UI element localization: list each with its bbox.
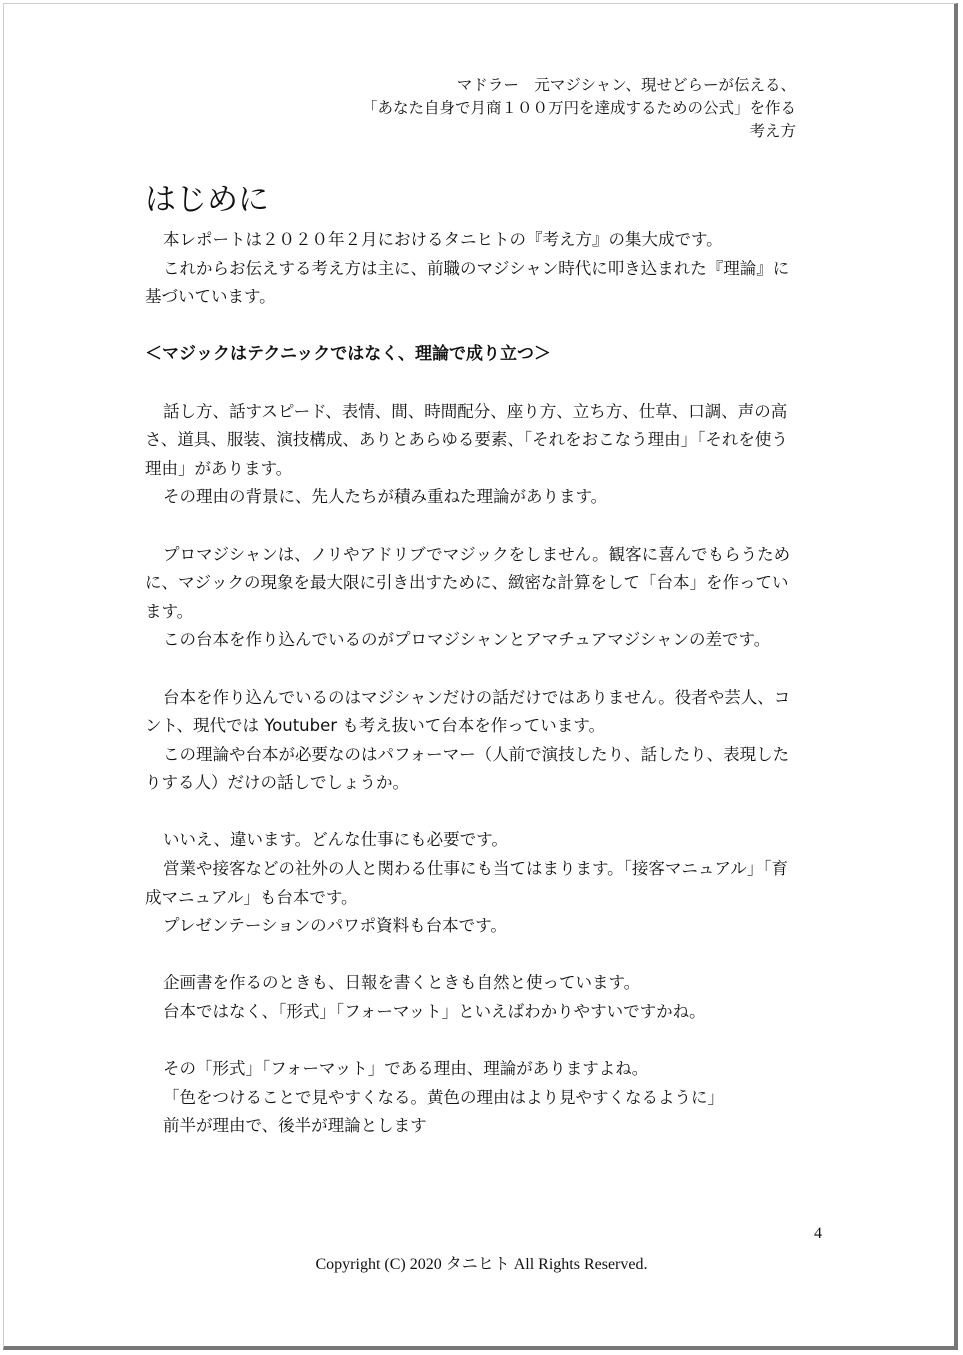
section-heading: ＜マジックはテクニックではなく、理論で成り立つ＞	[145, 344, 551, 365]
text-line: 「色をつけることで見やすくなる。黄色の理由はより見やすくなるように」	[163, 1087, 724, 1107]
text-line: その「形式」「フォーマット」である理由、理論がありますよね。	[163, 1059, 649, 1079]
text-line: 企画書を作るのときも、日報を書くときも自然と使っています。	[163, 973, 641, 993]
text-line: これからお伝えする考え方は主に、前職のマジシャン時代に叩き込まれた『理論』に	[163, 258, 790, 278]
text-line: 台本を作り込んでいるのはマジシャンだけの話だけではありません。役者や芸人、コ	[163, 687, 791, 707]
document-body	[145, 226, 835, 1141]
text-line: 台本ではなく、「形式」「フォーマット」といえばわかりやすいですかね。	[163, 1002, 706, 1022]
text-line: この台本を作り込んでいるのがプロマジシャンとアマチュアマジシャンの差です。	[163, 630, 771, 650]
report-subtitle	[362, 74, 796, 143]
subtitle-line: マドラー 元マジシャン、現せどらーが伝える、	[456, 76, 796, 94]
text-line: いいえ、違います。どんな仕事にも必要です。	[163, 830, 508, 850]
text-line: その理由の背景に、先人たちが積み重ねた理論があります。	[163, 487, 608, 507]
subtitle-line: 「あなた自身で月商１００万円を達成するための公式」を作る	[361, 99, 796, 117]
text-line: この理論や台本が必要なのはパフォーマー（人前で演技したり、話したり、表現した	[163, 744, 790, 764]
text-line: プレゼンテーションのパワポ資料も台本です。	[163, 916, 507, 936]
text-line: 話し方、話すスピード、表情、間、時間配分、座り方、立ち方、仕草、口調、声の高	[163, 401, 788, 421]
text-line: 成マニュアル」も台本です。	[145, 887, 358, 907]
page-title: はじめに	[145, 182, 269, 218]
text-line: プロマジシャンは、ノリやアドリブでマジックをしません。観客に喜んでもらうため	[163, 544, 791, 564]
text-line: ます。	[145, 601, 194, 621]
text-line: 本レポートは２０２０年２月におけるタニヒトの『考え方』の集大成です。	[163, 230, 723, 249]
text-line: 前半が理由で、後半が理論とします	[163, 1116, 427, 1136]
text-line: 営業や接客などの社外の人と関わる仕事にも当てはまります。「接客マニュアル」「育	[163, 859, 789, 879]
text-line: ント、現代では Youtuber も考え抜いて台本を作っています。	[145, 716, 605, 736]
subtitle-line: 考え方	[749, 122, 796, 140]
text-line: に、マジックの現象を最大限に引き出すために、緻密な計算をして「台本」を作ってい	[145, 573, 789, 593]
text-line: りする人）だけの話しでしょうか。	[145, 773, 409, 793]
document-page	[3, 3, 958, 1350]
text-line: 基づいています。	[145, 287, 276, 307]
text-line: さ、道具、服装、演技構成、ありとあらゆる要素、「それをおこなう理由」「それを使う	[145, 430, 788, 450]
copyright-notice: Copyright (C) 2020 タニヒト All Rights Reserved.	[315, 1256, 648, 1273]
page-number: 4	[814, 1225, 822, 1242]
text-line: 理由」があります。	[145, 458, 293, 478]
